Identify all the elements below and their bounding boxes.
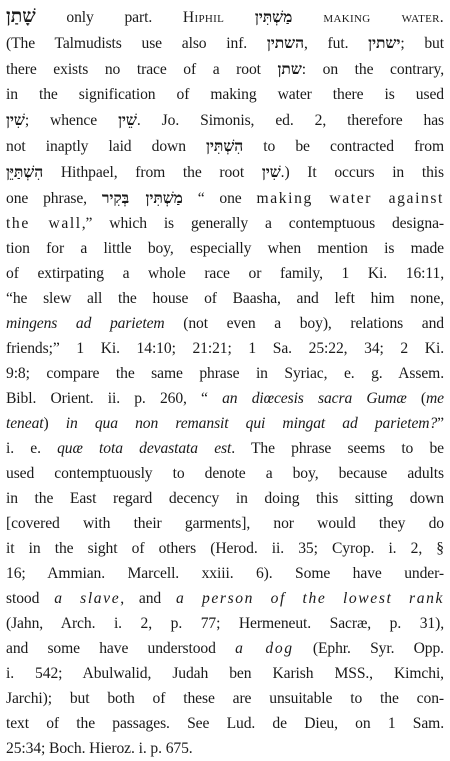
entry-text: Bibl. Orient. ii. p. 260, “ [6,390,223,407]
entry-text: ; but [400,35,444,52]
entry-text: (The Talmudists use also inf. [6,35,267,52]
entry-text: 16; Ammian. Marcell. xxiii. 6). Some have under- [6,565,444,582]
entry-text [224,9,255,26]
entry-text: : on the contrary, [301,61,444,78]
entry-line [6,736,444,761]
entry-text: ,” which is generally a contemptuous designa- [81,215,444,232]
hebrew-text: שִׁין [261,162,281,181]
hebrew-text: השתין [266,33,304,52]
entry-text: i. 542; Abulwalid, Judah ben Karish MSS., Kimchi, [6,665,444,682]
entry-text: a person of the lowest rank [176,590,445,607]
hebrew-text: שִׁין [6,110,25,129]
entry-text: Jarchi); but both of these are unsuitable to the con- [6,690,444,707]
entry-line [6,185,444,211]
entry-text: making water against [256,190,444,207]
entry-text: of extirpating a whole race or family, 1 Ki. 16:11, [6,265,444,282]
entry-text: friends;” 1 Ki. 14:10; 21:21; 1 Sa. 25:22, 34; 2 Ki. [6,340,444,357]
entry-line [6,586,444,611]
entry-text: used contemptuously to denote a boy, because adults [6,465,444,482]
hebrew-text: מַשְׁתִּין בְּקִיר [101,188,183,207]
entry-text: to be contracted from [243,138,444,155]
hebrew-text: שתן [277,59,302,78]
entry-line [6,411,444,436]
entry-line [6,286,444,311]
entry-text: i. e. [6,440,58,457]
entry-line [6,311,444,336]
entry-text: a dog [235,640,294,657]
entry-text: . The phrase seems to be [231,440,444,457]
entry-line [6,361,444,386]
entry-text: an diœcesis sacra Gumæ [222,390,407,407]
entry-text: .) It occurs in this [280,164,444,181]
entry-line [6,536,444,561]
entry-text: Hiphil [182,9,225,26]
lexicon-entry [6,4,444,761]
entry-line [6,4,444,30]
entry-line [6,611,444,636]
entry-text: only part. [35,9,183,26]
entry-line [6,261,444,286]
entry-line [6,636,444,661]
entry-text: there exists no trace of a root [6,61,278,78]
entry-text: ( [406,390,427,407]
entry-text: the wall [6,215,82,232]
entry-text: stood [6,590,55,607]
entry-text: , and [120,590,177,607]
entry-line [6,336,444,361]
entry-text: teneat [6,415,44,432]
entry-line [6,486,444,511]
hebrew-text: מַשְׁתִּין [254,7,293,26]
entry-line [6,82,444,107]
hebrew-text: שֵׁין [118,110,137,129]
entry-line [6,56,444,82]
entry-text: making water. [292,9,444,26]
entry-line [6,561,444,586]
entry-text: (Ephr. Syr. Opp. [293,640,444,657]
entry-text: (not even a boy), relations and [164,315,445,332]
entry-text: one phrase, [6,190,102,207]
hebrew-text: הִשְׁתִּין [206,136,244,155]
entry-text: (Jahn, Arch. i. 2, p. 77; Hermeneut. Sacræ, p. 31), [6,615,444,632]
entry-text: 25:34; Boch. Hieroz. i. p. 675. [6,740,193,757]
entry-text: , fut. [303,35,369,52]
entry-line [6,107,444,133]
entry-line [6,236,444,261]
entry-text: not inaptly laid down [6,138,207,155]
entry-text: ) [43,415,66,432]
entry-text: . Jo. Simonis, ed. 2, therefore has [136,112,444,129]
entry-text: it in the sight of others (Herod. ii. 35; Cyrop. i. 2, § [6,540,444,557]
entry-text: mingens ad parietem [6,315,165,332]
entry-line [6,133,444,159]
entry-text: text of the passages. See Lud. de Dieu, on 1 Sam. [6,715,444,732]
entry-line [6,686,444,711]
entry-text: ” [437,415,444,432]
hebrew-text: הִשְׁתַּיֵּן [6,162,44,181]
entry-text: “ one [182,190,257,207]
entry-text: ; whence [24,112,119,129]
entry-text: quæ tota devastata est [57,440,232,457]
entry-line [6,661,444,686]
entry-text: and some have understood [6,640,236,657]
entry-line [6,30,444,56]
entry-text: 9:8; compare the same phrase in Syriac, e. g. Assem. [6,365,444,382]
entry-text: me [426,390,444,407]
entry-text: a slave [54,590,121,607]
entry-text: Hithpael, from the root [43,164,262,181]
entry-line [6,711,444,736]
entry-line [6,386,444,411]
entry-text: “he slew all the house of Baasha, and left him none, [6,290,444,307]
entry-text: tion for a little boy, especially when mention is made [6,240,444,257]
entry-line [6,436,444,461]
hebrew-text: שָׁתַן [6,5,36,27]
entry-line [6,461,444,486]
entry-text: in the East regard decency in doing this sitting down [6,490,444,507]
entry-text: in the signification of making water there is used [6,86,444,103]
entry-line [6,211,444,236]
entry-line [6,511,444,536]
entry-line [6,159,444,185]
hebrew-text: ישתין [368,33,401,52]
entry-text: in qua non remansit qui mingat ad parietem? [65,415,438,432]
entry-text: [covered with their garments], nor would they do [6,515,444,532]
